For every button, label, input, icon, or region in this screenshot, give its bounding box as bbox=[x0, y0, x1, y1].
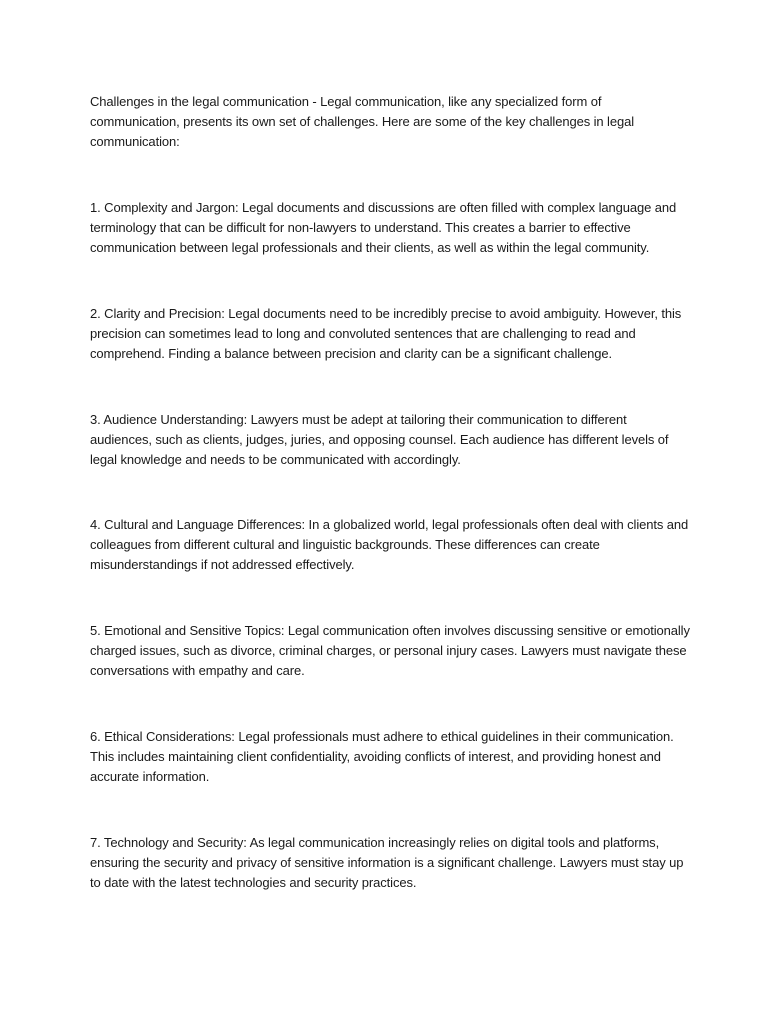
challenge-item-7: 7. Technology and Security: As legal communication increasingly relies on digital tools and platforms, ensuring the security and privacy of sensitive information is a significant challenge. Lawyers must stay up to date with the latest technologies and security practices. bbox=[90, 835, 684, 890]
challenge-item-4: 4. Cultural and Language Differences: In a globalized world, legal professionals often deal with clients and colleagues from different cultural and linguistic backgrounds. These differences can create misunderstandings if not addressed effectively. bbox=[90, 517, 689, 572]
challenge-item-5: 5. Emotional and Sensitive Topics: Legal communication often involves discussing sensitive or emotionally charged issues, such as divorce, criminal charges, or personal injury cases. Lawyers must navigate these conversations with empathy and care. bbox=[90, 623, 690, 678]
challenge-item-1: 1. Complexity and Jargon: Legal documents and discussions are often filled with complex language and terminology that can be difficult for non-lawyers to understand. This creates a barrier to effective communication between legal professionals and their clients, as well as within the legal community. bbox=[90, 200, 677, 255]
challenge-item-3: 3. Audience Understanding: Lawyers must be adept at tailoring their communication to different audiences, such as clients, judges, juries, and opposing counsel. Each audience has different levels of legal knowledge and needs to be communicated with accordingly. bbox=[90, 412, 669, 467]
challenge-item-2: 2. Clarity and Precision: Legal documents need to be incredibly precise to avoid ambiguity. However, this precision can sometimes lead to long and convoluted sentences that are challenging to read and comprehend. Finding a balance between precision and clarity can be a significant challenge. bbox=[90, 306, 682, 361]
challenge-item-6: 6. Ethical Considerations: Legal professionals must adhere to ethical guidelines in their communication. This includes maintaining client confidentiality, avoiding conflicts of interest, and providing honest and accurate information. bbox=[90, 729, 674, 784]
intro-paragraph: Challenges in the legal communication - Legal communication, like any specialized form of communication, presents its own set of challenges. Here are some of the key challenges in legal communication: bbox=[90, 94, 635, 149]
